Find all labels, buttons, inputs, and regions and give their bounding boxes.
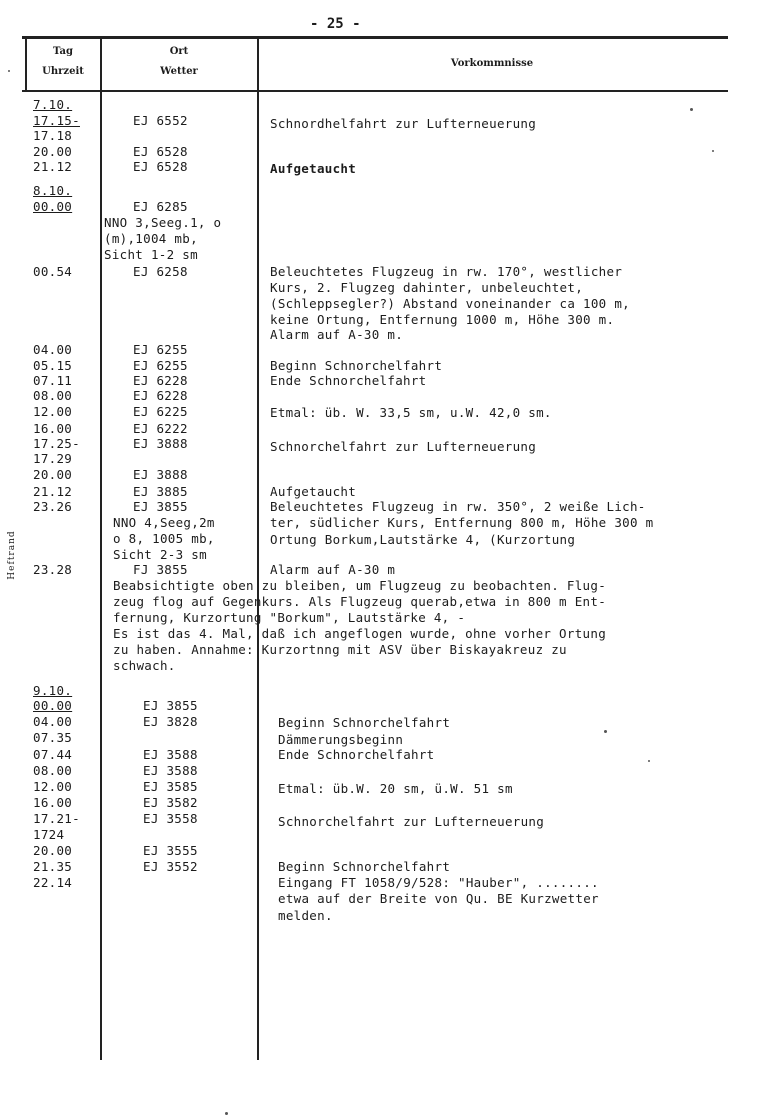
scan-speck: [604, 730, 607, 733]
note-line: zu haben. Annahme: Kurzortnng mit ASV über Biskayakreuz zu: [113, 642, 567, 657]
time-line: 16.00: [33, 795, 73, 810]
time-line: 21.35: [33, 859, 73, 874]
note-line: schwach.: [113, 658, 176, 673]
ort-line: EJ 6222: [133, 421, 188, 436]
event-line: keine Ortung, Entfernung 1000 m, Höhe 300 m.: [270, 312, 615, 327]
time-line: 17.25-: [33, 436, 80, 451]
weather-line: NNO 4,Seeg,2m: [113, 515, 215, 530]
event-line: (Schleppsegler?) Abstand voneinander ca 100 m,: [270, 296, 630, 311]
time-line: 21.12: [33, 159, 73, 174]
time-line: 05.15: [33, 358, 73, 373]
time-line: 04.00: [33, 714, 73, 729]
ort-line: EJ 3888: [133, 467, 188, 482]
ort-line: EJ 6258: [133, 264, 188, 279]
ort-line: EJ 3558: [143, 811, 198, 826]
ort-line: EJ 3885: [133, 484, 188, 499]
event-line: Aufgetaucht: [270, 161, 357, 176]
ort-line: EJ 3552: [143, 859, 198, 874]
event-line: Beginn Schnorchelfahrt: [278, 715, 451, 730]
time-line: 17.29: [33, 451, 73, 466]
event-line: Etmal: üb. W. 33,5 sm, u.W. 42,0 sm.: [270, 405, 552, 420]
scan-speck: [8, 70, 10, 72]
time-line: 07.44: [33, 747, 73, 762]
time-line: 22.14: [33, 875, 73, 890]
ort-line: EJ 6225: [133, 404, 188, 419]
event-line: Dämmerungsbeginn: [278, 732, 404, 747]
scan-speck: [225, 1112, 228, 1115]
ort-line: EJ 6285: [133, 199, 188, 214]
time-line: 21.12: [33, 484, 73, 499]
scan-speck: [712, 150, 714, 152]
event-line: Eingang FT 1058/9/528: "Hauber", ........: [278, 875, 599, 890]
time-line: 00.00: [33, 698, 73, 713]
time-line: 08.00: [33, 388, 73, 403]
time-line: 20.00: [33, 843, 73, 858]
column-divider-left: [25, 38, 27, 92]
weather-line: NNO 3,Seeg.1, o: [104, 215, 222, 230]
ort-line: EJ 3855: [133, 499, 188, 514]
column-divider-time: [100, 38, 102, 1060]
ort-line: EJ 6528: [133, 159, 188, 174]
time-line: 17.18: [33, 128, 73, 143]
time-line: 12.00: [33, 404, 73, 419]
time-line: 20.00: [33, 144, 73, 159]
ort-line: EJ 6528: [133, 144, 188, 159]
time-line: 00.00: [33, 199, 73, 214]
event-line: Kurs, 2. Flugzeg dahinter, unbeleuchtet,: [270, 280, 584, 295]
ort-line: EJ 3828: [143, 714, 198, 729]
event-line: Ende Schnorchelfahrt: [270, 373, 427, 388]
time-line: 07.35: [33, 730, 73, 745]
event-line: melden.: [278, 908, 333, 923]
date-line: 9.10.: [33, 683, 73, 698]
ort-line: FJ 3855: [133, 562, 188, 577]
header-vorkommnisse: Vorkommnisse: [450, 58, 534, 69]
event-line: Beginn Schnorchelfahrt: [270, 358, 443, 373]
time-line: 17.15-: [33, 113, 80, 128]
event-line: Beginn Schnorchelfahrt: [278, 859, 451, 874]
weather-line: Sicht 2-3 sm: [113, 547, 207, 562]
event-line: Ende Schnorchelfahrt: [278, 747, 435, 762]
event-line: Etmal: üb.W. 20 sm, ü.W. 51 sm: [278, 781, 513, 796]
ort-line: EJ 6228: [133, 388, 188, 403]
weather-line: (m),1004 mb,: [104, 231, 198, 246]
scan-speck: [690, 108, 693, 111]
ort-line: EJ 3582: [143, 795, 198, 810]
ort-line: EJ 6255: [133, 358, 188, 373]
date-line: 7.10.: [33, 97, 73, 112]
ort-line: EJ 3588: [143, 747, 198, 762]
time-line: 23.28: [33, 562, 73, 577]
header-tag-line1: Tag: [53, 46, 73, 57]
time-line: 04.00: [33, 342, 73, 357]
ort-line: EJ 3585: [143, 779, 198, 794]
header-ort: [104, 42, 254, 82]
header-tag: [28, 42, 98, 82]
time-line: 12.00: [33, 779, 73, 794]
event-line: Beleuchtetes Flugzeug in rw. 170°, westlicher: [270, 264, 623, 279]
time-line: 08.00: [33, 763, 73, 778]
ort-line: EJ 3855: [143, 698, 198, 713]
event-line: Aufgetaucht: [270, 484, 357, 499]
ort-line: EJ 3888: [133, 436, 188, 451]
event-line: Alarm auf A-30 m: [270, 562, 396, 577]
time-line: 00.54: [33, 264, 73, 279]
header-top-rule: [22, 36, 728, 39]
time-line: 20.00: [33, 467, 73, 482]
time-line: 16.00: [33, 421, 73, 436]
note-line: zeug flog auf Gegenkurs. Als Flugzeug querab,etwa in 800 m Ent-: [113, 594, 607, 609]
note-line: Es ist das 4. Mal, daß ich angeflogen wurde, ohne vorher Ortung: [113, 626, 607, 641]
ort-line: EJ 6552: [133, 113, 188, 128]
time-line: 1724: [33, 827, 65, 842]
ort-line: EJ 6228: [133, 373, 188, 388]
header-ort-line1: Ort: [169, 46, 189, 57]
event-line: Alarm auf A-30 m.: [270, 327, 404, 342]
event-line: ter, südlicher Kurs, Entfernung 800 m, Höhe 300 m: [270, 515, 654, 530]
event-line: Ortung Borkum,Lautstärke 4, (Kurzortung: [270, 532, 576, 547]
weather-line: o 8, 1005 mb,: [113, 531, 215, 546]
scan-speck: [648, 760, 650, 762]
event-line: Schnorchelfahrt zur Lufterneuerung: [278, 814, 545, 829]
column-divider-ort: [257, 38, 259, 1060]
event-line: Beleuchtetes Flugzeug in rw. 350°, 2 weiße Lich-: [270, 499, 646, 514]
margin-label: Heftrand: [7, 530, 17, 580]
time-line: 17.21-: [33, 811, 80, 826]
date-line: 8.10.: [33, 183, 73, 198]
note-line: Beabsichtigte oben zu bleiben, um Flugzeug zu beobachten. Flug-: [113, 578, 607, 593]
event-line: etwa auf der Breite von Qu. BE Kurzwetter: [278, 891, 599, 906]
page-number: - 25 -: [310, 16, 361, 32]
note-line: fernung, Kurzortung "Borkum", Lautstärke 4, -: [113, 610, 466, 625]
ort-line: EJ 3588: [143, 763, 198, 778]
event-line: Schnorchelfahrt zur Lufterneuerung: [270, 439, 537, 454]
ort-line: EJ 6255: [133, 342, 188, 357]
weather-line: Sicht 1-2 sm: [104, 247, 198, 262]
header-bottom-rule: [22, 90, 728, 92]
event-line: Schnordhelfahrt zur Lufterneuerung: [270, 116, 537, 131]
header-tag-line2: Uhrzeit: [42, 66, 84, 77]
time-line: 07.11: [33, 373, 73, 388]
ort-line: EJ 3555: [143, 843, 198, 858]
time-line: 23.26: [33, 499, 73, 514]
header-ort-line2: Wetter: [160, 66, 198, 77]
